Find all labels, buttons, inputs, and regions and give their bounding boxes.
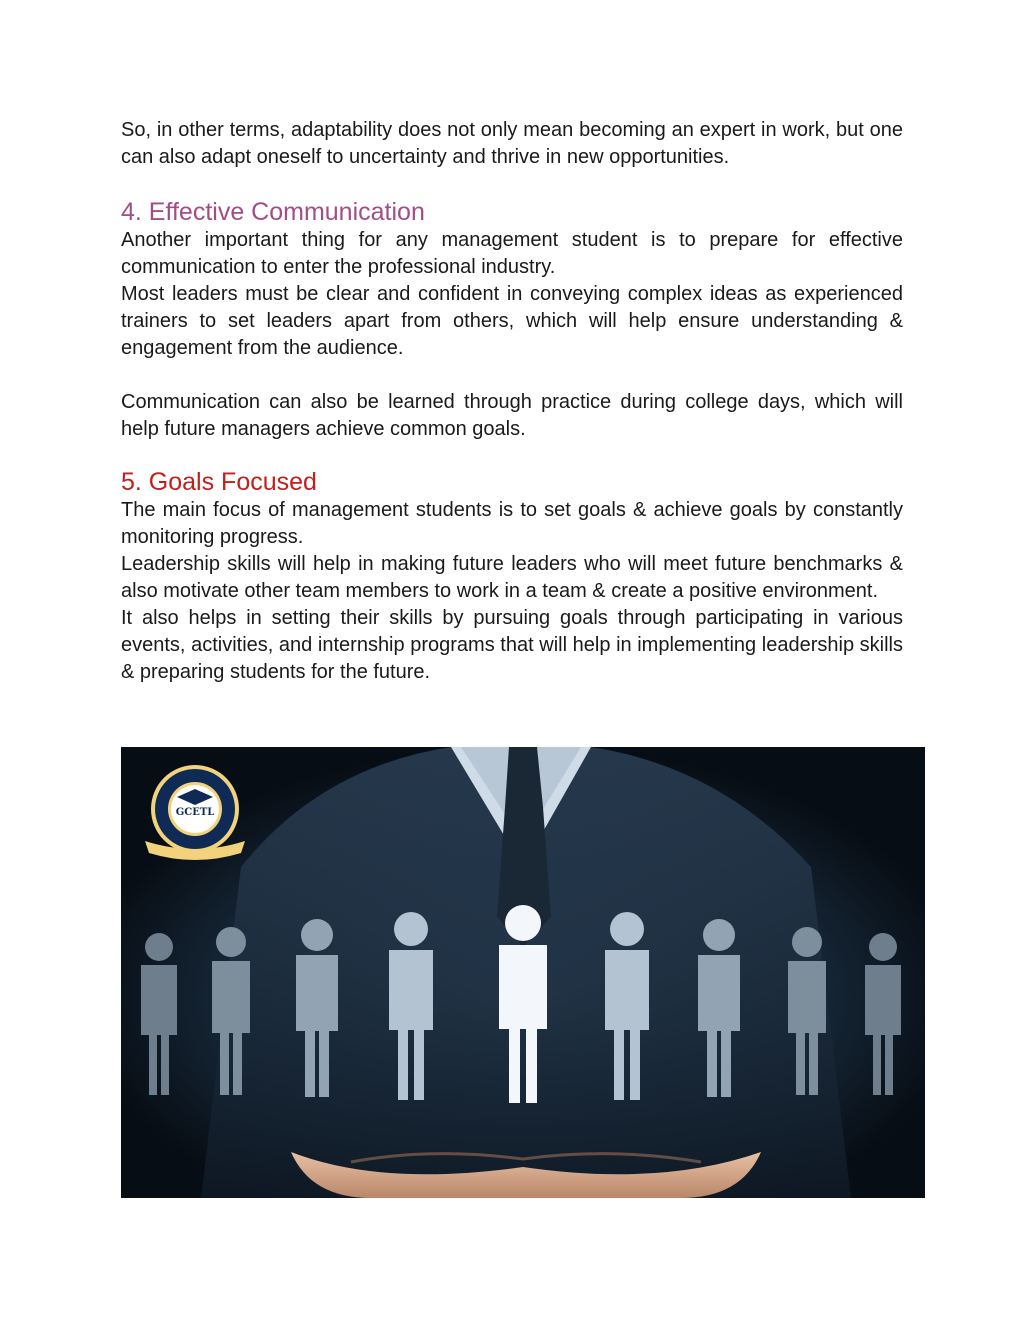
goals-paragraph-2: Leadership skills will help in making future leaders who will meet future benchmarks & also motivate other team members to work in a team & create a positive environment. (121, 553, 903, 602)
college-logo (137, 761, 253, 865)
communication-paragraph-2: Most leaders must be clear and confident in conveying complex ideas as experienced trainers to set leaders apart from others, which will help ensure understanding & engagement from the audience. (121, 283, 903, 359)
section-heading-goals: 5. Goals Focused (121, 468, 317, 496)
section-heading-communication: 4. Effective Communication (121, 198, 425, 226)
leadership-photo (121, 747, 925, 1198)
goals-paragraph-1: The main focus of management students is to set goals & achieve goals by constantly monitoring progress. (121, 499, 903, 548)
goals-paragraph-3: It also helps in setting their skills by pursuing goals through participating in various events, activities, and internship programs that will help in implementing leadership skills & preparing students for the future. (121, 607, 903, 683)
communication-paragraph-3: Communication can also be learned through practice during college days, which will help future managers achieve common goals. (121, 391, 903, 440)
intro-paragraph: So, in other terms, adaptability does not only mean becoming an expert in work, but one can also adapt oneself to uncertainty and thrive in new opportunities. (121, 119, 903, 168)
text-column (121, 117, 903, 686)
communication-paragraph-1: Another important thing for any management student is to prepare for effective communication to enter the professional industry. (121, 229, 903, 278)
logo-text: GCETL (175, 807, 215, 818)
